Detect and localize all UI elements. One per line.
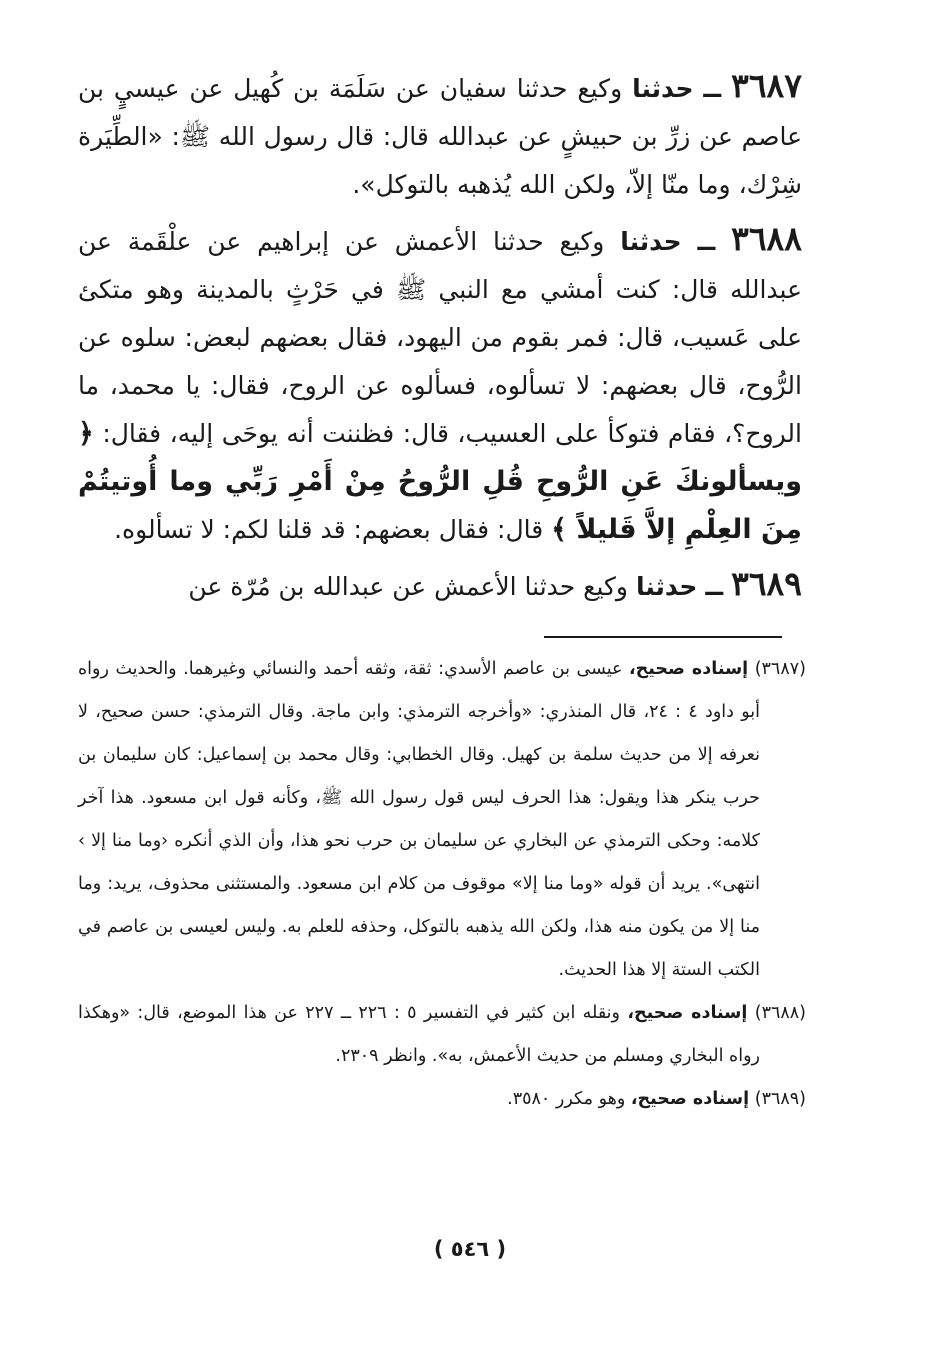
hadith-dash: ــ	[703, 74, 722, 104]
hadith-dash: ــ	[705, 572, 724, 602]
hadith-text: وكيع حدثنا الأعمش عن عبدالله بن مُرّة عن	[188, 572, 628, 601]
footnotes	[78, 648, 806, 1121]
footnote-text: ونقله ابن كثير في التفسير ٥ : ٢٢٦ ــ ٢٢٧ عن هذا الموضع، قال: «وهكذا رواه البخاري ومسلم من حديث الأعمش، به». وانظر ٢٣٠٩.	[78, 1003, 760, 1066]
hadith-number: ٣٦٨٨	[731, 219, 803, 258]
hadith-number: ٣٦٨٧	[731, 66, 803, 105]
footnote-ref: (٣٦٨٩)	[754, 1089, 806, 1109]
hadith-opening: حدثنا	[620, 227, 682, 256]
footnote-text: وهو مكرر ٣٥٨٠.	[507, 1089, 626, 1109]
footnote-3688	[78, 992, 806, 1078]
footnote-grade: إسناده صحيح،	[627, 1003, 748, 1023]
footnote-text: عيسى بن عاصم الأسدي: ثقة، وثقه أحمد والنسائي وغيرهما. والحديث رواه أبو داود ٤ : ٢٤، قال المنذري: «وأخرجه الترمذي: وابن ماجة. وقال الترمذي: حسن صحيح، لا نعرفه إلا من حديث سلمة بن كهيل. وقال الخطابي: وقال محمد بن إسماعيل: كان سليمان بن حرب ينكر هذا ويقول: هذا الحرف ليس قول رسول الله ﷺ، وكأنه قول ابن مسعود. هذا آخر كلامه: وحكى الترمذي عن البخاري عن سليمان بن حرب نحو هذا، وأن الذي أنكره ‹وما منا إلا › انتهى». يريد أن قوله «وما منا إلا» موقوف من كلام ابن مسعود. والمستثنى محذوف، يريد: وما منا إلا من يكون منه هذا، ولكن الله يذهبه بالتوكل، وحذفه للعلم به. وليس لعيسى بن عاصم في الكتب الستة إلا هذا الحديث.	[78, 659, 760, 980]
footnote-grade: إسناده صحيح،	[630, 1089, 750, 1109]
quran-verse: ﴿ ويسألونكَ عَنِ الرُّوحِ قُلِ الرُّوحُ مِنْ أَمْرِ رَبِّي وما أُوتيتُمْ مِنَ العِلْمِ إلاَّ قَليلاً ﴾	[78, 418, 802, 545]
hadith-opening: حدثنا	[635, 572, 698, 601]
main-text	[78, 62, 802, 617]
page-number: ( ٥٤٦ )	[433, 1237, 507, 1261]
footnote-3689	[78, 1078, 806, 1121]
hadith-3687	[78, 62, 802, 209]
hadith-text: وكيع حدثنا سفيان عن سَلَمَة بن كُهيل عن عيسيٍ بن عاصم عن زرِّ بن حبيشٍ عن عبدالله قال: قال رسول الله ﷺ: «الطِّيَرة شِرْك، وما منّا إلاّ، ولكن الله يُذهبه بالتوكل».	[78, 74, 802, 199]
hadith-number: ٣٦٨٩	[731, 564, 802, 603]
footnote-ref: (٣٦٨٧)	[754, 659, 806, 679]
footnote-ref: (٣٦٨٨)	[754, 1003, 806, 1023]
hadith-opening: حدثنا	[632, 74, 694, 103]
footnote-divider	[544, 636, 782, 638]
hadith-dash: ــ	[697, 227, 716, 257]
hadith-text-after: قال: فقال بعضهم: قد قلنا لكم: لا تسألوه.	[114, 515, 544, 544]
footnote-grade: إسناده صحيح،	[628, 659, 749, 679]
hadith-text: وكيع حدثنا الأعمش عن إبراهيم عن علْقَمة عن عبدالله قال: كنت أمشي مع النبي ﷺ في حَرْثٍ بالمدينة وهو متكئ على عَسيب، قال: فمر بقوم من اليهود، فقال بعضهم لبعض: سلوه عن الرُّوح، قال بعضهم: لا تسألوه، فسألوه عن الروح، فقال: يا محمد، ما الروح؟، فقام فتوكأ على العسيب، قال: فظننت أنه يوحَى إليه، فقال:	[78, 227, 802, 448]
hadith-3688	[78, 215, 802, 554]
hadith-3689	[78, 560, 802, 611]
footnote-3687	[78, 648, 806, 992]
